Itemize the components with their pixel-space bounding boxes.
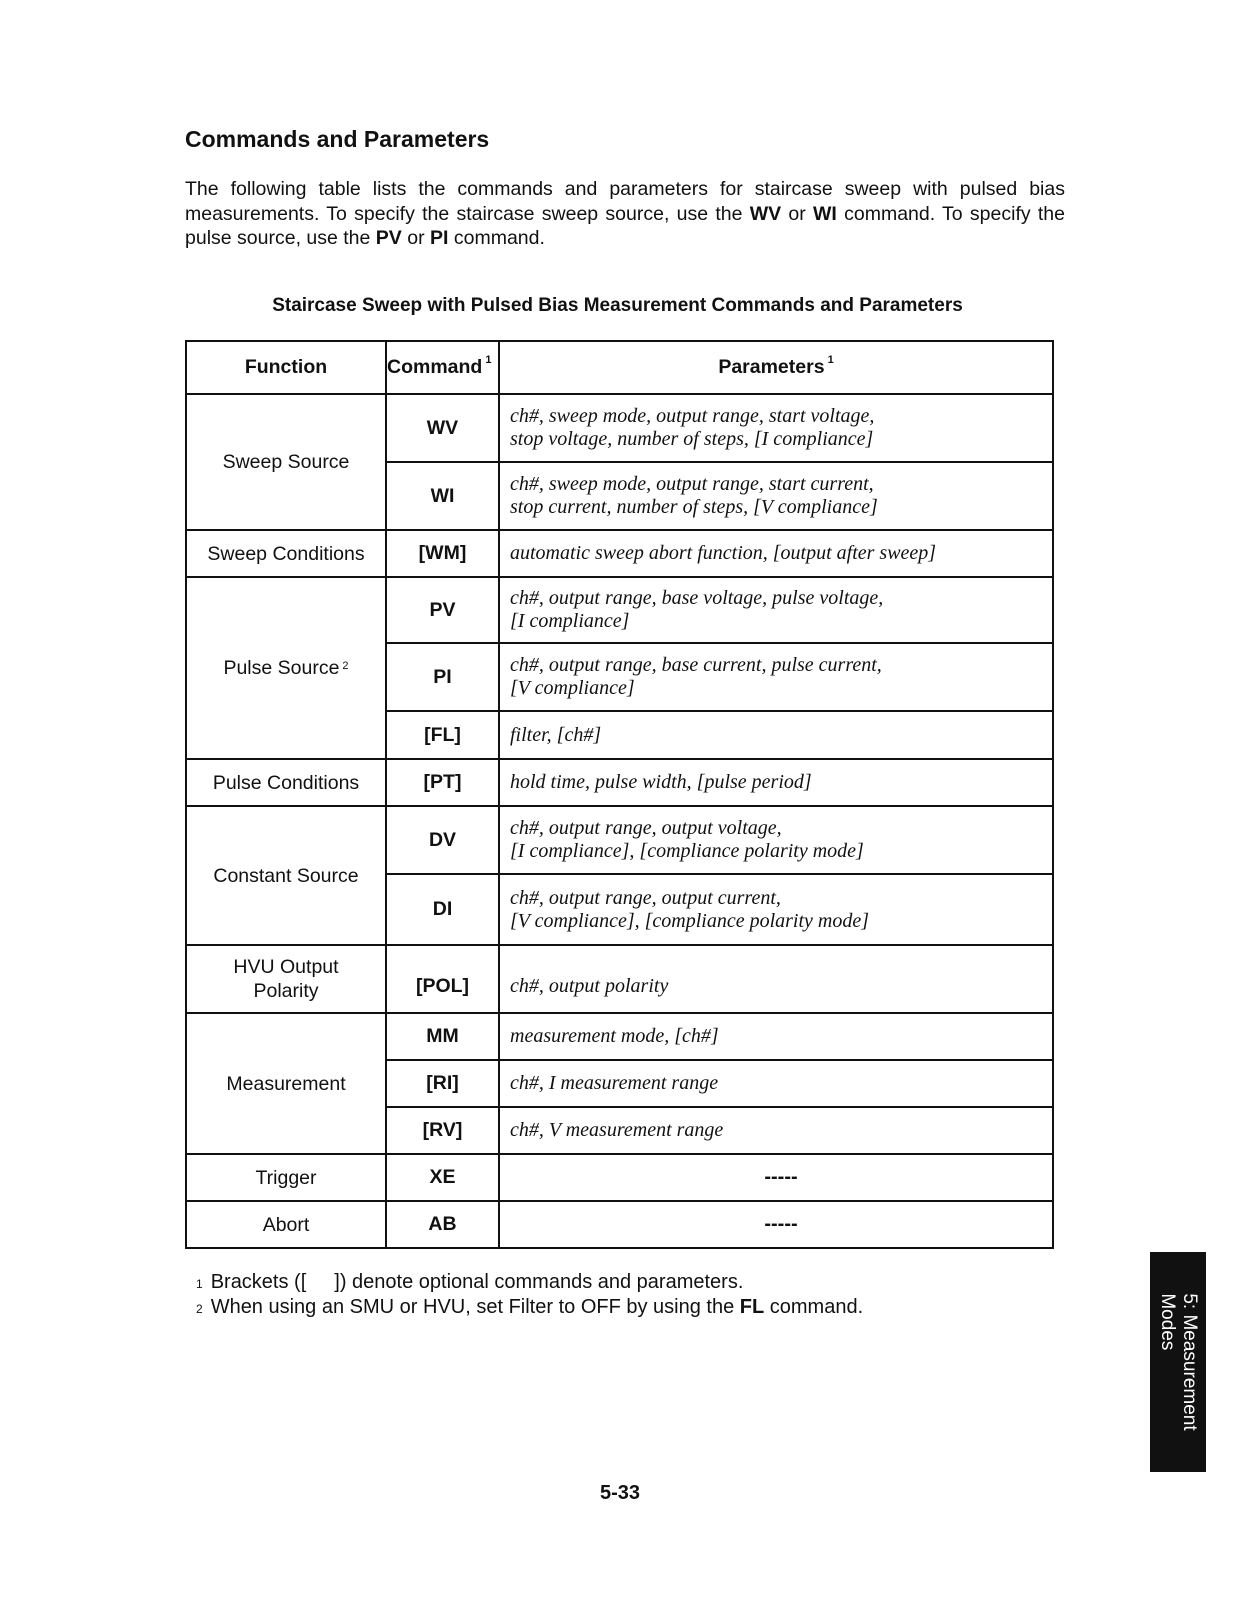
function-label: HVU Output bbox=[233, 956, 339, 978]
command-cell: [POL] bbox=[386, 945, 499, 1013]
function-cell bbox=[186, 806, 386, 945]
intro-text: or bbox=[781, 202, 814, 225]
chapter-tab-line: 5: Measurement bbox=[1179, 1293, 1200, 1431]
command-cell: [RI] bbox=[386, 1060, 499, 1107]
parameters-cell bbox=[499, 1060, 1053, 1107]
footnote-1 bbox=[196, 1270, 863, 1295]
intro-paragraph bbox=[185, 177, 1065, 251]
param-line: ch#, sweep mode, output range, start current, bbox=[510, 473, 874, 495]
parameters-cell bbox=[499, 806, 1053, 874]
function-label: Constant Source bbox=[213, 864, 359, 887]
function-cell bbox=[186, 1013, 386, 1154]
param-line: ch#, V measurement range bbox=[510, 1119, 724, 1141]
intro-text: The following table lists the commands and parameters for staircase sweep with pulsed bias measurements. To specify the staircase sweep source, use the bbox=[185, 178, 1065, 225]
function-label: Abort bbox=[262, 1213, 310, 1236]
parameters-cell bbox=[499, 711, 1053, 759]
header-parameters bbox=[499, 341, 1053, 394]
param-line: ch#, output range, base current, pulse current, bbox=[510, 654, 882, 676]
footnote-command: FL bbox=[739, 1296, 765, 1318]
function-cell bbox=[186, 530, 386, 577]
intro-text: command. bbox=[448, 227, 545, 249]
function-label: Pulse Conditions bbox=[212, 771, 360, 794]
parameters-cell bbox=[499, 577, 1053, 643]
footnote-text: Brackets ([ bbox=[210, 1271, 307, 1293]
table-header-row bbox=[186, 341, 1053, 394]
function-cell bbox=[186, 759, 386, 806]
footnote-marker: 2 bbox=[196, 1302, 203, 1316]
table-row bbox=[186, 394, 1053, 462]
footnote-marker: 1 bbox=[196, 1277, 203, 1291]
parameters-cell: ----- bbox=[499, 1154, 1053, 1201]
param-line: ch#, sweep mode, output range, start voltage, bbox=[510, 405, 875, 427]
command-cell: PI bbox=[386, 643, 499, 711]
command-cell: [FL] bbox=[386, 711, 499, 759]
footnote-marker: 2 bbox=[342, 660, 349, 672]
page-number: 5-33 bbox=[599, 1482, 641, 1504]
param-line: ch#, output range, output voltage, bbox=[510, 817, 782, 839]
command-cell: XE bbox=[386, 1154, 499, 1201]
command-cell: DI bbox=[386, 874, 499, 945]
footnote-2 bbox=[196, 1295, 863, 1320]
param-line: [V compliance] bbox=[510, 677, 635, 699]
param-line: [I compliance], [compliance polarity mode] bbox=[510, 840, 864, 862]
table-row bbox=[186, 759, 1053, 806]
section-heading: Commands and Parameters bbox=[185, 126, 490, 152]
function-label: Sweep Source bbox=[222, 451, 350, 473]
parameters-cell bbox=[499, 759, 1053, 806]
parameters-cell bbox=[499, 874, 1053, 945]
table-row bbox=[186, 530, 1053, 577]
command-cell: MM bbox=[386, 1013, 499, 1060]
function-cell bbox=[186, 945, 386, 1013]
param-line: measurement mode, [ch#] bbox=[510, 1025, 719, 1047]
intro-command: PI bbox=[430, 227, 449, 249]
parameters-cell bbox=[499, 1107, 1053, 1154]
param-line: ch#, output polarity bbox=[510, 974, 669, 997]
table-body bbox=[186, 394, 1053, 1248]
header-command bbox=[386, 341, 499, 394]
function-cell bbox=[186, 1201, 386, 1248]
parameters-cell bbox=[499, 945, 1053, 1013]
intro-text: or bbox=[401, 227, 430, 249]
parameters-cell bbox=[499, 643, 1053, 711]
footnote-marker: 1 bbox=[485, 354, 492, 366]
function-label: Measurement bbox=[226, 1072, 346, 1095]
command-cell: DV bbox=[386, 806, 499, 874]
header-function bbox=[186, 341, 386, 394]
footnote-text: When using an SMU or HVU, set Filter to OFF by using the bbox=[210, 1296, 740, 1318]
param-line: stop voltage, number of steps, [I compliance] bbox=[510, 428, 874, 450]
chapter-tab-label bbox=[1156, 1293, 1200, 1430]
function-cell bbox=[186, 394, 386, 530]
commands-table bbox=[185, 340, 1054, 1249]
table-row bbox=[186, 1013, 1053, 1060]
param-line: ch#, output range, base voltage, pulse voltage, bbox=[510, 587, 884, 609]
command-cell: WV bbox=[386, 394, 499, 462]
function-label: Pulse Source bbox=[223, 657, 340, 679]
parameters-cell bbox=[499, 530, 1053, 577]
command-cell: WI bbox=[386, 462, 499, 530]
function-cell bbox=[186, 577, 386, 759]
chapter-tab bbox=[1150, 1252, 1206, 1472]
chapter-tab-line: Modes bbox=[1157, 1293, 1178, 1351]
header-function-label: Function bbox=[244, 356, 328, 378]
table-caption: Staircase Sweep with Pulsed Bias Measurement Commands and Parameters bbox=[272, 295, 963, 316]
intro-text: command. To specify the pulse source, use the bbox=[185, 202, 1065, 249]
table-row bbox=[186, 1201, 1053, 1248]
param-line: automatic sweep abort function, [output after sweep] bbox=[510, 542, 937, 564]
param-line: filter, [ch#] bbox=[510, 723, 602, 746]
parameters-cell bbox=[499, 1013, 1053, 1060]
param-line: ch#, output range, output current, bbox=[510, 886, 781, 909]
header-parameters-label: Parameters bbox=[718, 356, 825, 378]
parameters-cell bbox=[499, 462, 1053, 530]
parameters-cell: ----- bbox=[499, 1201, 1053, 1248]
footnote-text: ]) denote optional commands and parameters. bbox=[334, 1271, 744, 1293]
parameters-cell bbox=[499, 394, 1053, 462]
footnote-text: command. bbox=[764, 1296, 864, 1318]
command-cell: [RV] bbox=[386, 1107, 499, 1154]
function-label: Sweep Conditions bbox=[207, 542, 365, 565]
intro-command: PV bbox=[375, 227, 402, 249]
function-label: Polarity bbox=[253, 980, 319, 1002]
footnote-marker: 1 bbox=[827, 354, 834, 366]
table-row bbox=[186, 945, 1053, 1013]
intro-command: WV bbox=[749, 202, 782, 225]
param-line: [I compliance] bbox=[510, 610, 630, 632]
param-line: [V compliance], [compliance polarity mode] bbox=[510, 909, 870, 932]
command-cell: [WM] bbox=[386, 530, 499, 577]
header-command-label: Command bbox=[387, 356, 483, 378]
param-line: hold time, pulse width, [pulse period] bbox=[510, 771, 812, 793]
table-row bbox=[186, 806, 1053, 874]
command-cell: AB bbox=[386, 1201, 499, 1248]
command-cell: PV bbox=[386, 577, 499, 643]
footnotes bbox=[196, 1270, 863, 1320]
table-row bbox=[186, 577, 1053, 643]
function-cell bbox=[186, 1154, 386, 1201]
param-line: ch#, I measurement range bbox=[510, 1072, 719, 1094]
function-label: Trigger bbox=[255, 1166, 317, 1189]
table-row bbox=[186, 1154, 1053, 1201]
command-cell: [PT] bbox=[386, 759, 499, 806]
param-line: stop current, number of steps, [V compliance] bbox=[510, 496, 878, 518]
intro-command: WI bbox=[813, 202, 837, 225]
